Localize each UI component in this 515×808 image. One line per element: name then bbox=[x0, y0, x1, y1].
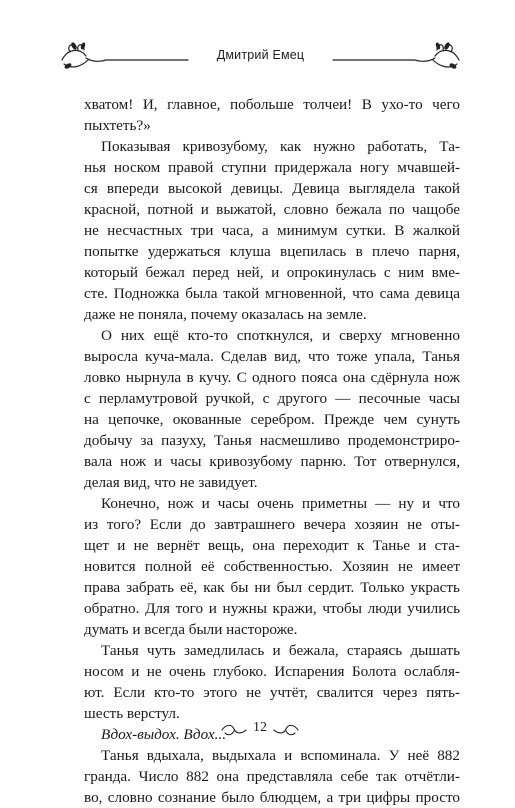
text-line: добычу за пазуху, Танья насмешливо продемонстриро- bbox=[84, 432, 460, 449]
text-line: пыхтеть?» bbox=[84, 117, 151, 134]
text-line: гранда. Число 882 она представляла себе так отчётли- bbox=[84, 768, 460, 785]
header-author-name: Дмитрий Емец bbox=[216, 48, 305, 62]
text-line: который бежал перед ней, и опрокинулась с ним вме- bbox=[84, 264, 460, 281]
text-line: думать и всегда были настороже. bbox=[84, 621, 298, 638]
text-line: вала нож и часы кривозубому парню. Тот отвернулся, bbox=[84, 453, 460, 470]
text-line: Показывая кривозубому, как нужно работать, Та- bbox=[101, 138, 460, 155]
text-line: права забрать её, как бы ни был сердит. Только украсть bbox=[84, 579, 460, 596]
text-line: новится полной её собственностью. Хозяин не имеет bbox=[84, 558, 460, 575]
text-line: не несчастных три часа, а минимум сутки. В жалкой bbox=[84, 222, 460, 239]
text-line: Танья вдыхала, выдыхала и вспоминала. У неё 882 bbox=[101, 747, 460, 764]
text-line: ют. Если кто-то этого не учтёт, свалится через пять- bbox=[84, 684, 460, 701]
text-line: попытке удержаться клуша вцепилась в плечо парня, bbox=[84, 243, 460, 260]
body-text bbox=[84, 94, 460, 808]
text-line: красной, потной и выжатой, словно бежала по чащобе bbox=[84, 201, 460, 218]
text-line: носом и не очень глубоко. Испарения Болота ослабля- bbox=[84, 663, 460, 680]
text-line: О них ещё кто-то споткнулся, и сверху мгновенно bbox=[101, 327, 460, 344]
page-number: 12 bbox=[253, 720, 267, 735]
page-footer bbox=[220, 718, 300, 742]
text-line: шесть верстул. bbox=[84, 705, 180, 722]
running-header bbox=[58, 40, 463, 70]
text-line: ся впереди высокой девицы. Девица выглядела такой bbox=[84, 180, 460, 197]
text-line: с перламутровой ручкой, с другого — песочные часы bbox=[84, 390, 460, 407]
text-line: во, словно сознание было блюдцем, а три цифры просто bbox=[84, 789, 460, 806]
text-line: Конечно, нож и часы очень приметны — ну и что bbox=[101, 495, 460, 512]
text-line: даже не поняла, почему оказалась на земле. bbox=[84, 306, 367, 323]
text-line: щет и не вернёт вещь, она переходит к Танье и ста- bbox=[84, 537, 460, 554]
text-line: нья носком правой ступни придержала ногу мчавшей- bbox=[84, 159, 460, 176]
text-line: выросла куча-мала. Сделав вид, что тоже упала, Танья bbox=[84, 348, 460, 365]
text-line: ловко нырнула в кучу. С одного пояса она сдёрнула нож bbox=[84, 369, 460, 386]
text-line: из того? Если до завтрашнего вечера хозяин не оты- bbox=[84, 516, 460, 533]
text-line: хватом! И, главное, побольше толчеи! В ухо-то чего bbox=[84, 96, 460, 113]
text-line: обратно. Для того и нужны кражи, чтобы люди учились bbox=[84, 600, 460, 617]
text-line: делая вид, что не завидует. bbox=[84, 474, 258, 491]
text-line: сте. Подножка была такой мгновенной, что сама девица bbox=[84, 285, 460, 302]
text-line: Танья чуть замедлилась и бежала, стараясь дышать bbox=[101, 642, 460, 659]
text-line: Вдох-выдох. Вдох... bbox=[101, 726, 226, 743]
text-line: на цепочке, окованные серебром. Прежде чем сунуть bbox=[84, 411, 460, 428]
